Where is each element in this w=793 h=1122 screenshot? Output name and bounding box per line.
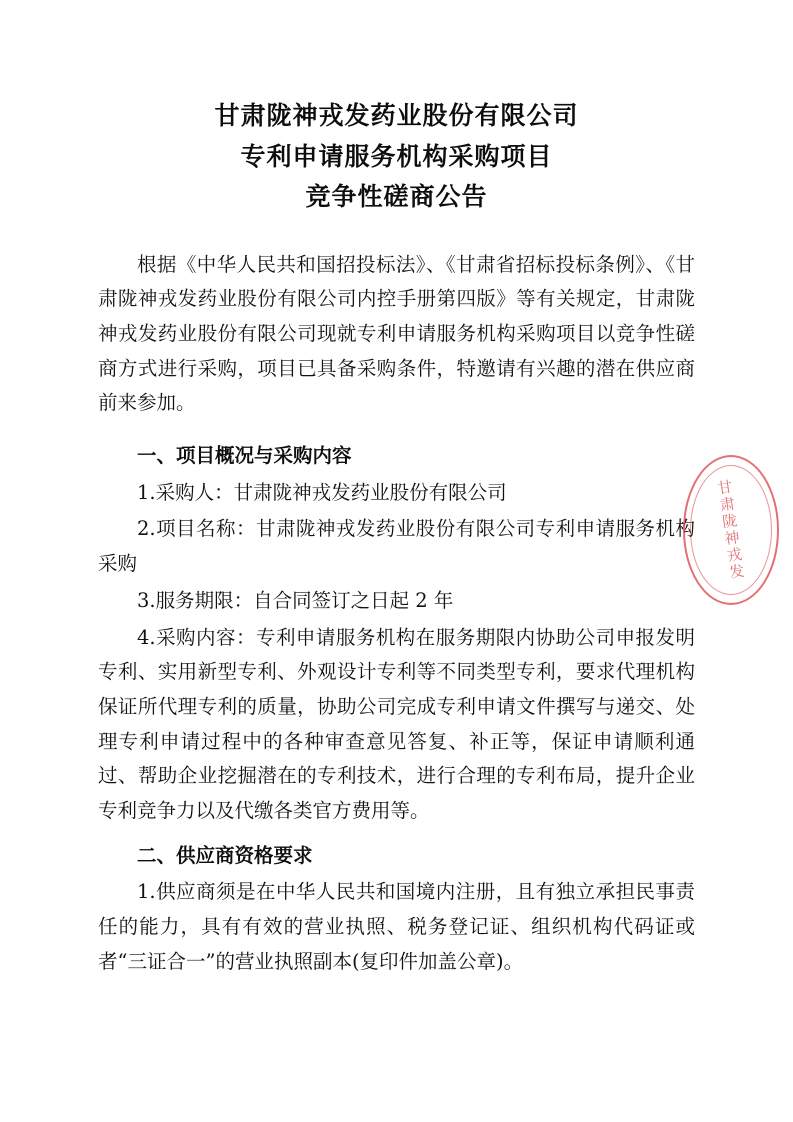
seal-outer-ring	[683, 455, 779, 605]
intro-paragraph: 根据《中华人民共和国招投标法》、《甘肃省招标投标条例》、《甘肃陇神戎发药业股份有限公司内控手册第四版》等有关规定，甘肃陇神戎发药业股份有限公司现就专利申请服务机构采购项目以竞争性磋商方式进行采购，项目已具备采购条件，特邀请有兴趣的潜在供应商前来参加。	[98, 252, 695, 415]
title-line-2: 专利申请服务机构采购项目	[240, 141, 553, 171]
spacer	[98, 423, 695, 429]
section-1-item-1: 1.采购人：甘肃陇神戎发药业股份有限公司	[137, 480, 507, 504]
section-1-item-3: 3.服务期限：自合同签订之日起 2 年	[137, 588, 454, 612]
section-1-item-4: 4.采购内容：专利申请服务机构在服务期限内协助公司申报发明专利、实用新型专利、外观设计专利等不同类型专利，要求代理机构保证所代理专利的质量，协助公司完成专利申请文件撰写与递交、处理专利申请过程中的各种审查意见答复、补正等，保证申请顺利通过、帮助企业挖掘潜在的专利技术，进行合理的专利布局，提升企业专利竞争力以及代缴各类官方费用等。	[98, 625, 695, 823]
section-1-item-2: 2.项目名称：甘肃陇神戎发药业股份有限公司专利申请服务机构采购	[98, 517, 695, 576]
section-2-item-1: 1.供应商须是在中华人民共和国境内注册，且有独立承担民事责任的能力，具有有效的营业执照、税务登记证、组织机构代码证或者“三证合一”的营业执照副本(复印件加盖公章)。	[98, 880, 695, 973]
section-heading-2: 二、供应商资格要求	[137, 843, 313, 867]
document-title	[98, 96, 695, 218]
seal-text: 甘肃陇神戎发	[714, 478, 747, 582]
section-heading-1: 一、项目概况与采购内容	[137, 444, 352, 468]
seal-inner-ring	[690, 465, 772, 595]
company-seal-stamp	[683, 455, 779, 605]
title-line-1: 甘肃陇神戎发药业股份有限公司	[214, 101, 579, 130]
title-line-3: 竞争性磋商公告	[305, 182, 488, 211]
